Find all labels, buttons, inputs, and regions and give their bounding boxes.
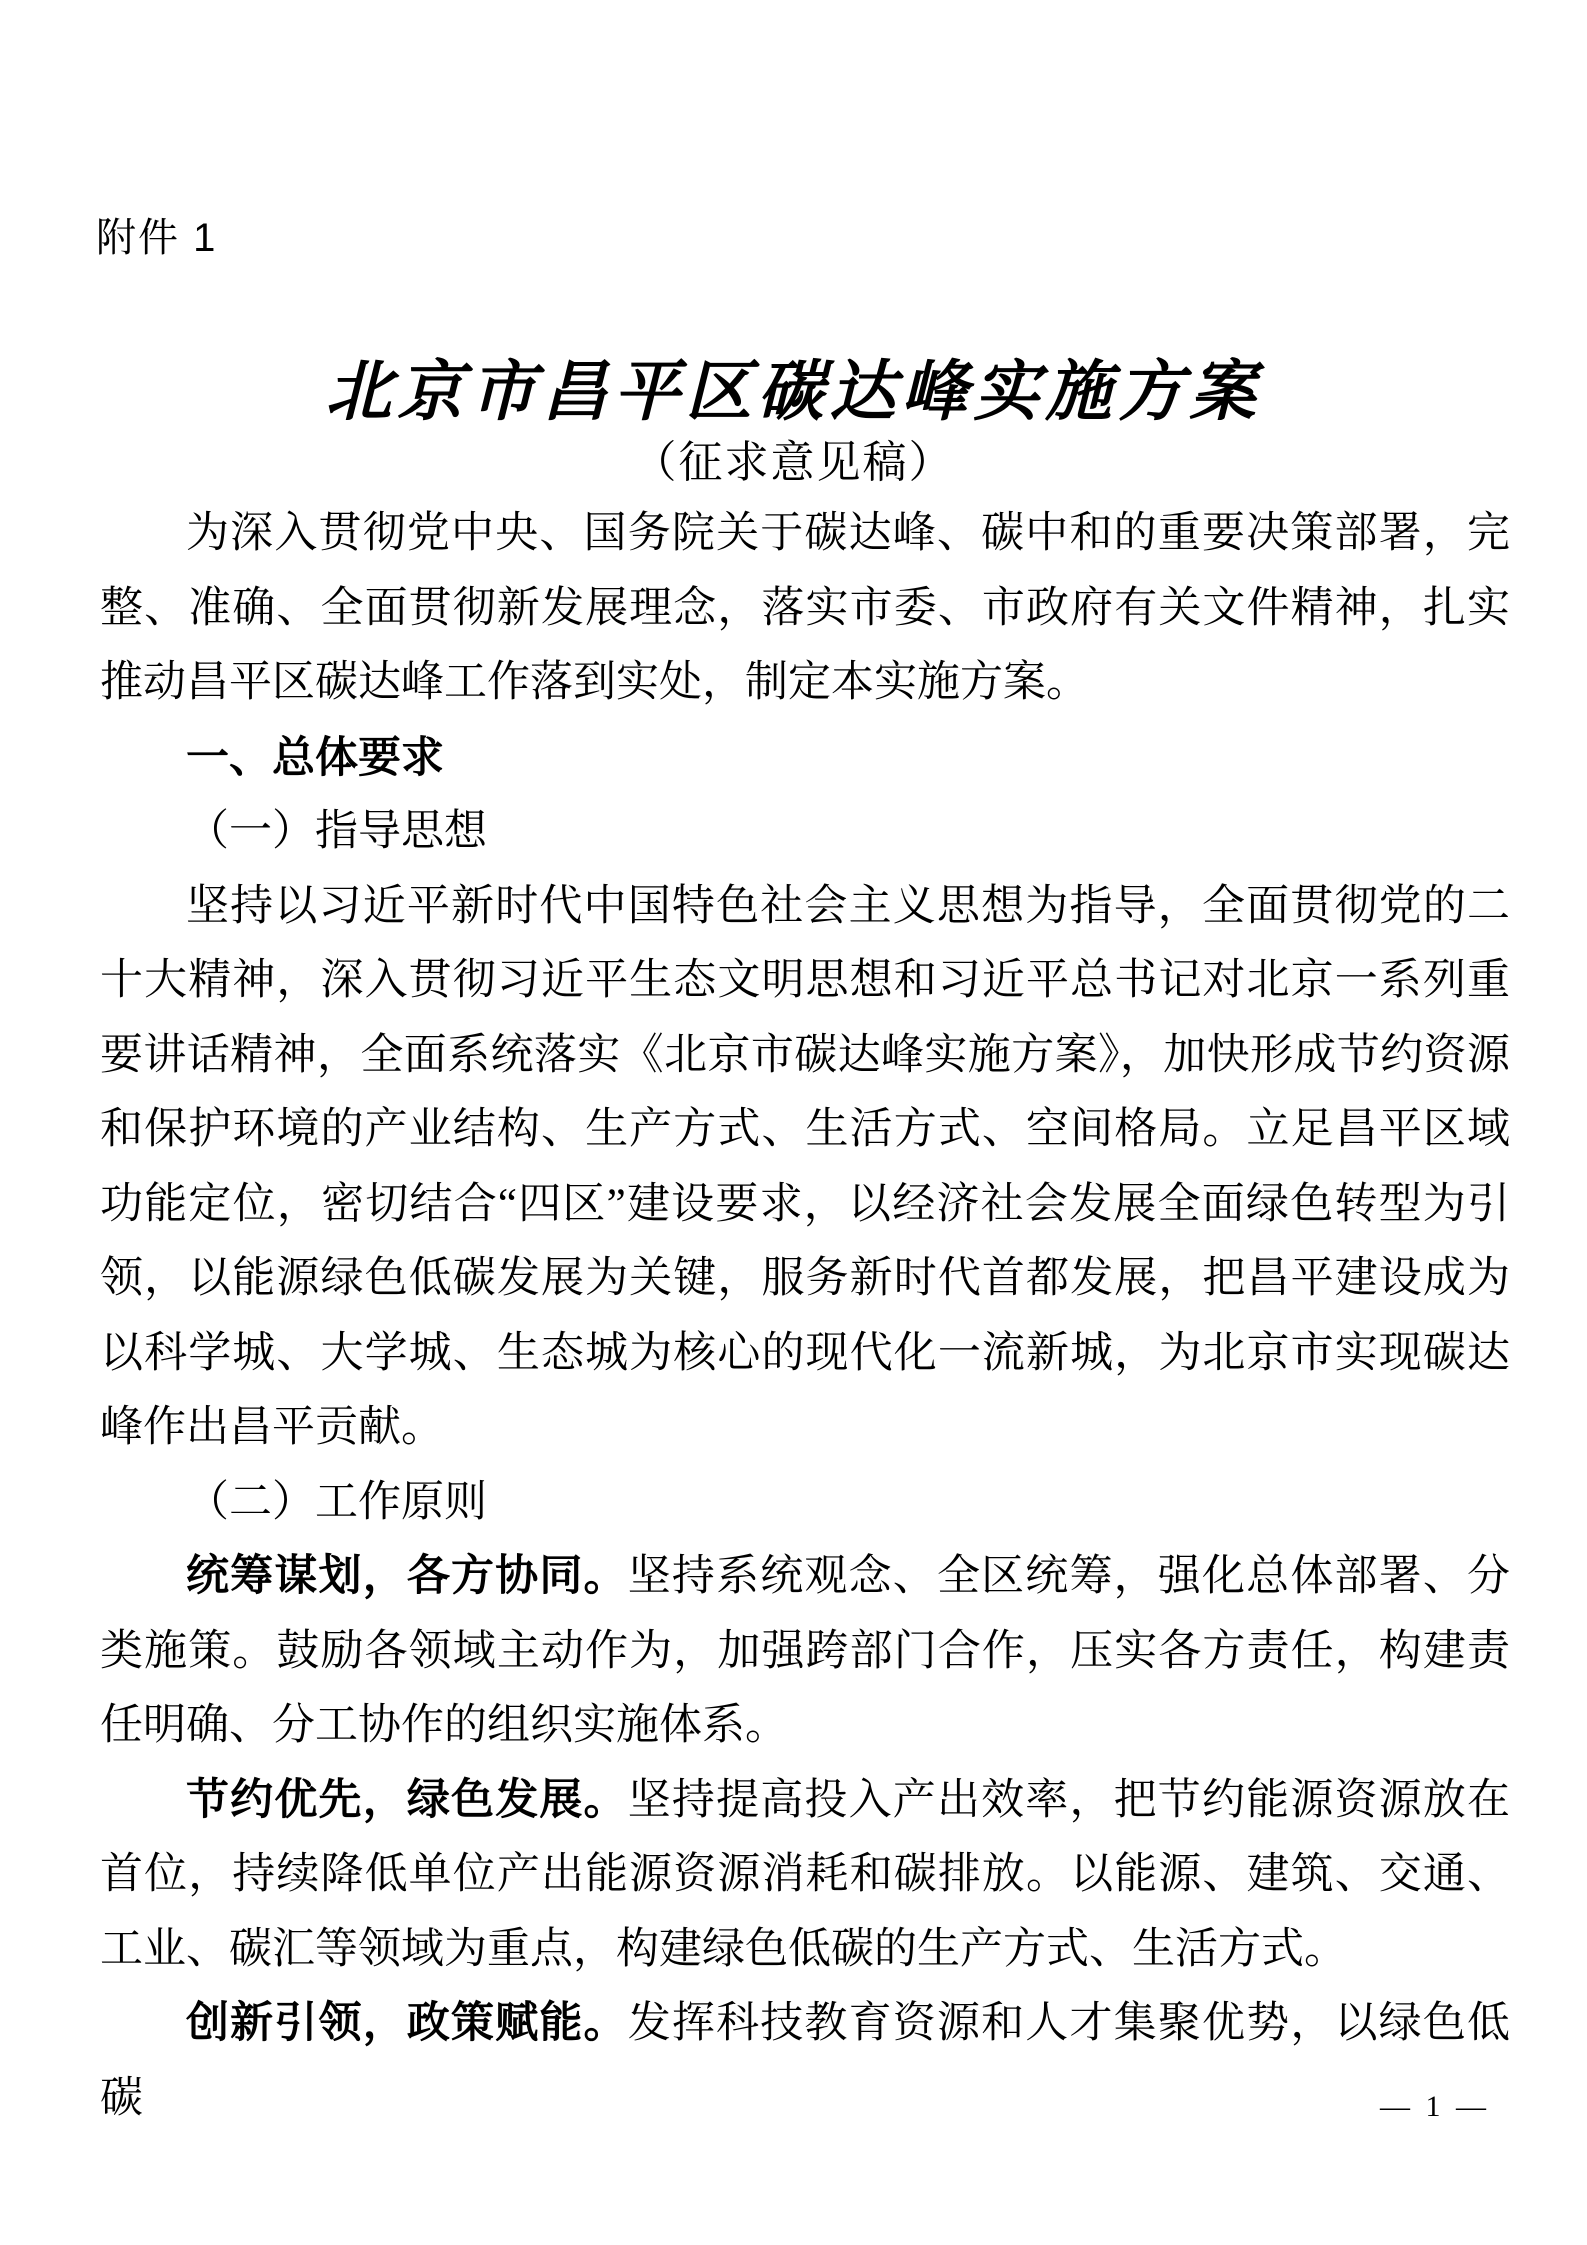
- subsection-heading-guiding-ideology: （一）指导思想: [186, 808, 487, 855]
- principle-paragraph-innovation: [100, 1987, 1510, 2136]
- principle-paragraph-conservation: [100, 1764, 1510, 1988]
- document-subtitle: （征求意见稿）: [632, 438, 955, 487]
- intro-paragraph: 为深入贯彻党中央、国务院关于碳达峰、碳中和的重要决策部署，完整、准确、全面贯彻新发展理念，落实市委、市政府有关文件精神，扎实推动昌平区碳达峰工作落到实处，制定本实施方案。: [100, 510, 1510, 706]
- document-body: [100, 497, 1510, 2136]
- guiding-ideology-paragraph: 坚持以习近平新时代中国特色社会主义思想为指导，全面贯彻党的二十大精神，深入贯彻习近平生态文明思想和习近平总书记对北京一系列重要讲话精神，全面系统落实《北京市碳达峰实施方案》，加快形成节约资源和保护环境的产业结构、生产方式、生活方式、空间格局。立足昌平区域功能定位，密切结合“四区”建设要求，以经济社会发展全面绿色转型为引领，以能源绿色低碳发展为关键，服务新时代首都发展，把昌平建设成为以科学城、大学城、生态城为核心的现代化一流新城，为北京市实现碳达峰作出昌平贡献。: [100, 882, 1510, 1451]
- section-heading-overall-requirements: 一、总体要求: [186, 733, 444, 782]
- page-number: — 1 —: [1380, 2090, 1490, 2123]
- principle-lead-innovation: 创新引领，政策赋能。: [186, 2000, 628, 2047]
- principle-text-coordination: 坚持系统观念、全区统筹，强化总体部署、分类施策。鼓励各领域主动作为，加强跨部门合作，压实各方责任，构建责任明确、分工协作的组织实施体系。: [100, 1553, 1511, 1749]
- attachment-label: 附件 1: [96, 216, 218, 260]
- principle-paragraph-coordination: [100, 1540, 1510, 1764]
- principle-text-conservation: 坚持提高投入产出效率，把节约能源资源放在首位，持续降低单位产出能源资源消耗和碳排放。以能源、建筑、交通、工业、碳汇等领域为重点，构建绿色低碳的生产方式、生活方式。: [100, 1776, 1511, 1973]
- principle-lead-coordination: 统筹谋划，各方协同。: [186, 1553, 628, 1600]
- document-title: 北京市昌平区碳达峰实施方案: [325, 356, 1262, 429]
- subsection-heading-work-principles: （二）工作原则: [186, 1478, 487, 1526]
- principle-text-innovation: 发挥科技教育资源和人才集聚优势，以绿色低碳: [100, 2000, 1511, 2122]
- principle-lead-conservation: 节约优先，绿色发展。: [186, 1776, 628, 1824]
